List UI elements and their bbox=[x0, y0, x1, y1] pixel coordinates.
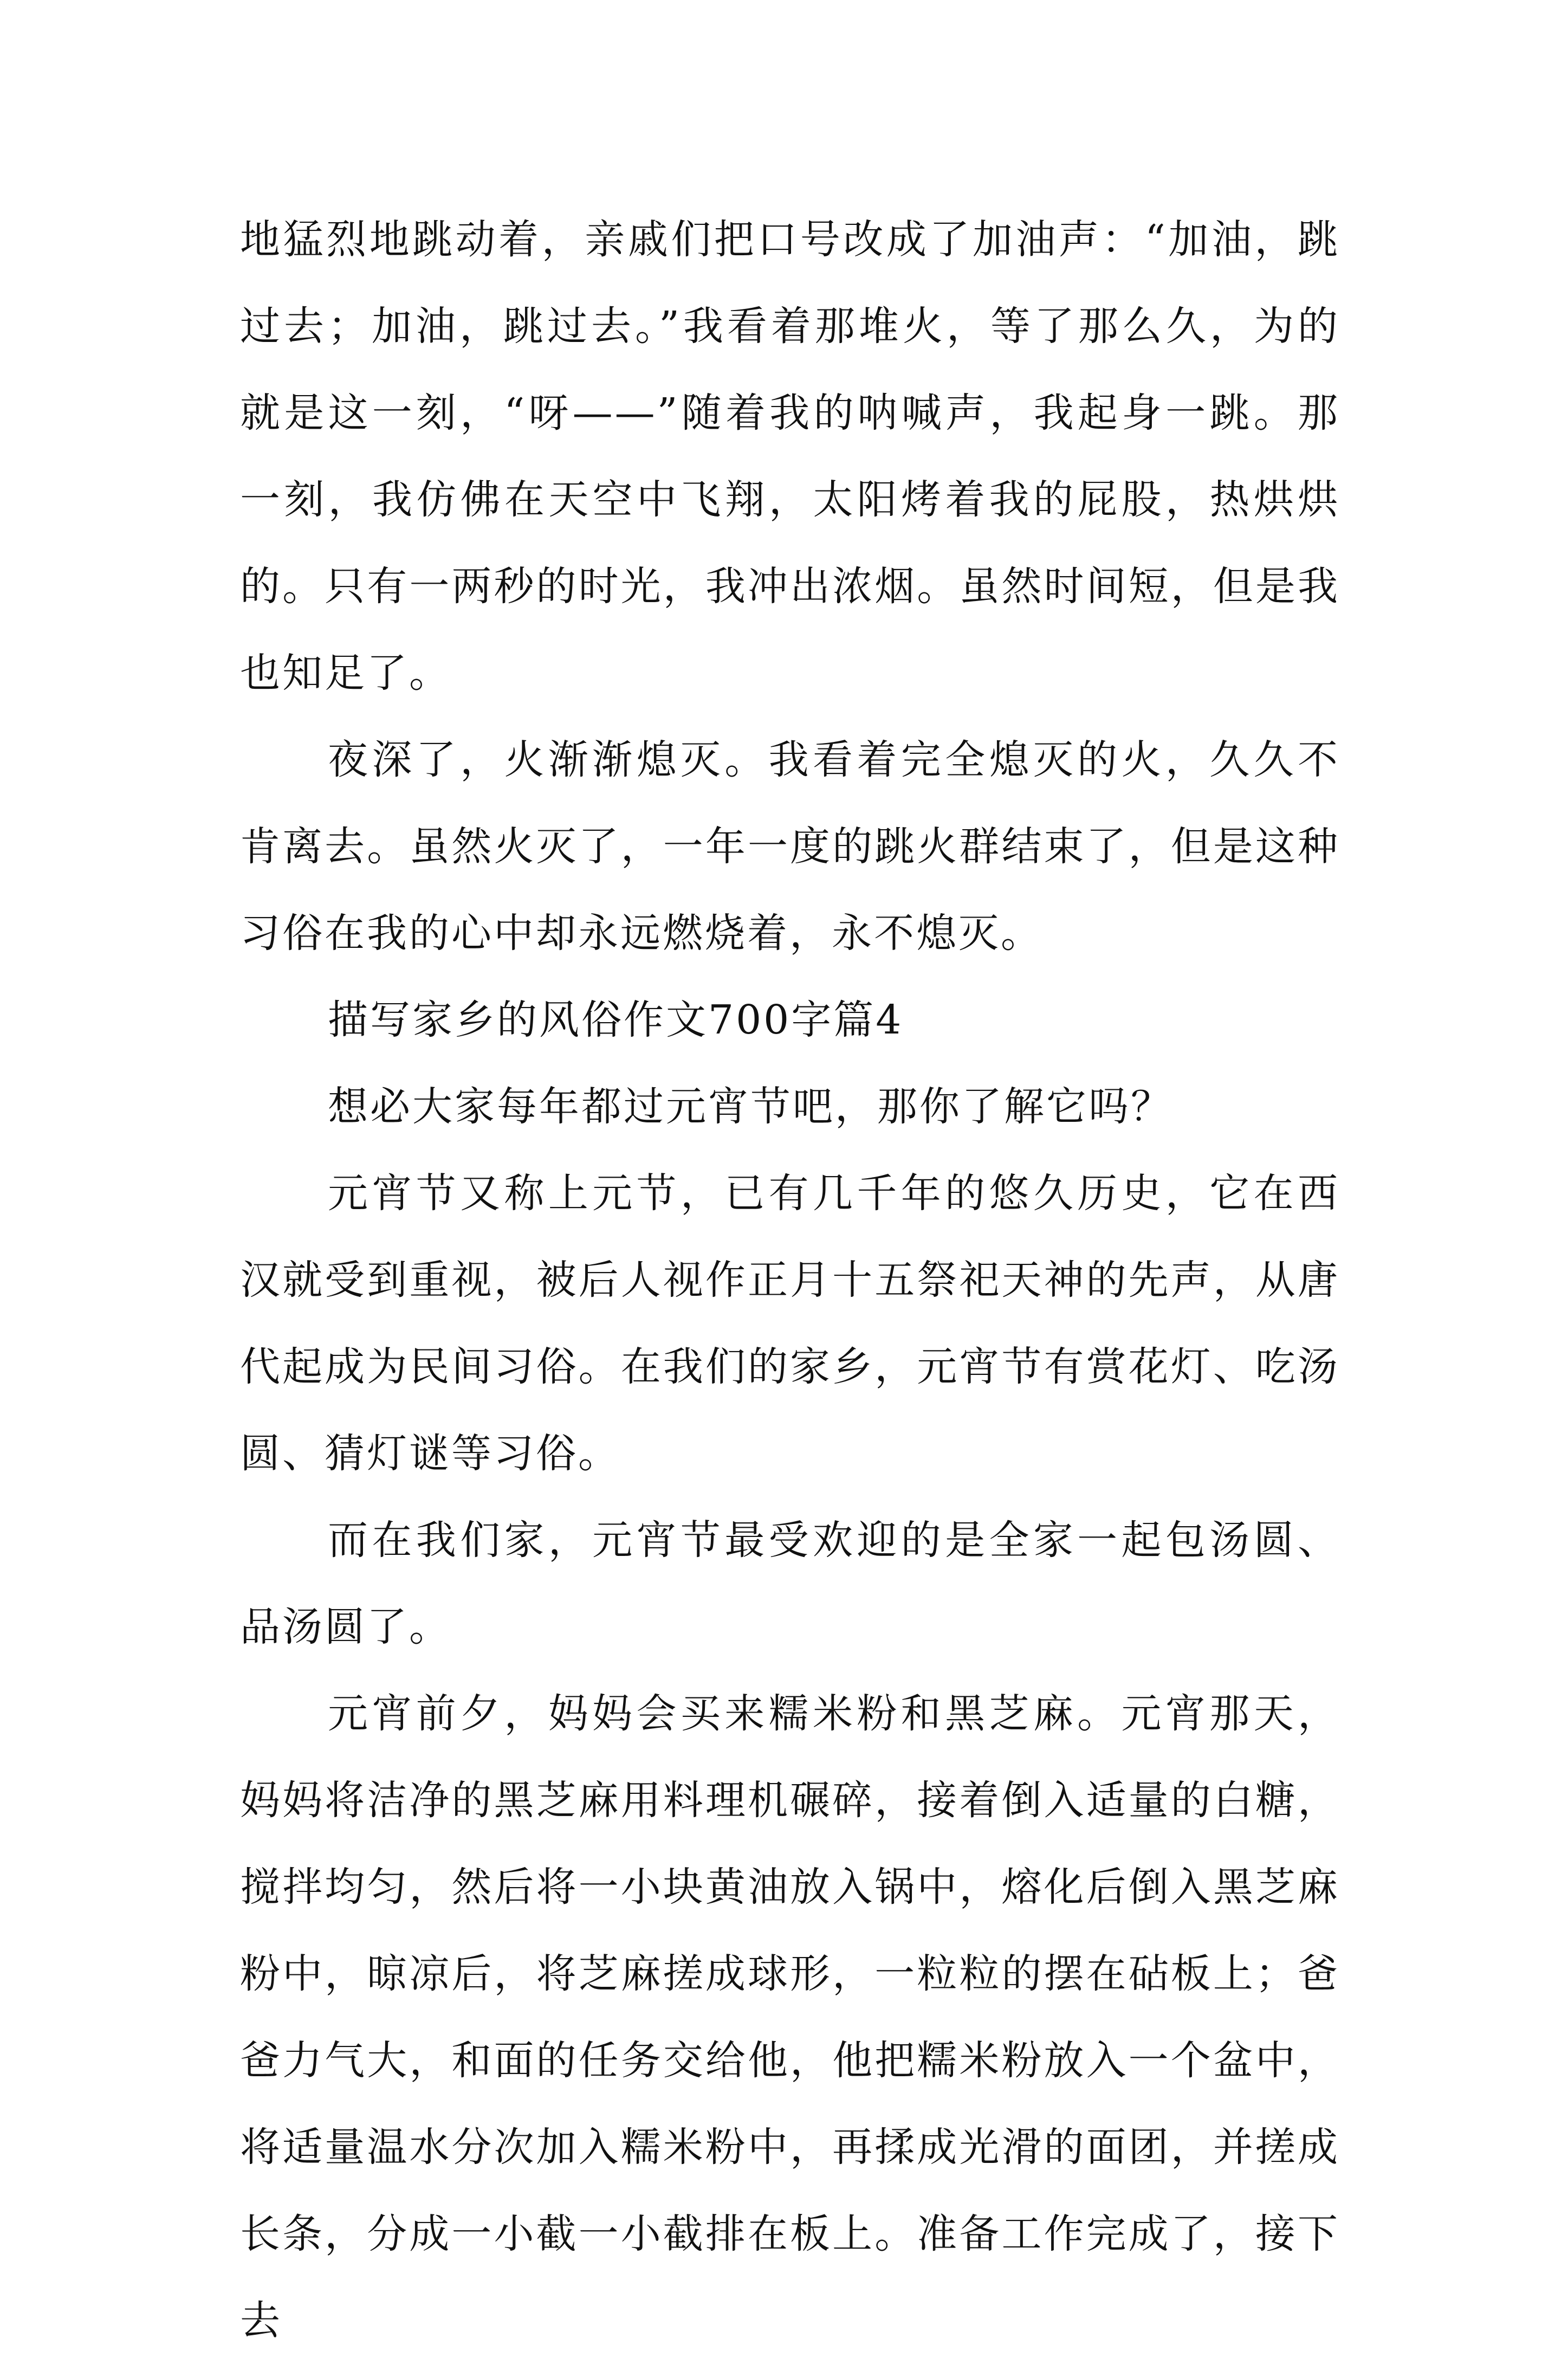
paragraph: 夜深了，火渐渐熄灭。我看着完全熄灭的火，久久不肯离去。虽然火灭了，一年一度的跳火群结束了，但是这种习俗在我的心中却永远燃烧着，永不熄灭。 bbox=[240, 737, 1340, 957]
paragraph: 想必大家每年都过元宵节吧，那你了解它吗？ bbox=[328, 1083, 1173, 1130]
paragraph: 元宵前夕，妈妈会买来糯米粉和黑芝麻。元宵那天，妈妈将洁净的黑芝麻用料理机碾碎，接着倒入适量的白糖，搅拌均匀，然后将一小块黄油放入锅中，熔化后倒入黑芝麻粉中，晾凉后，将芝麻搓成球形，一粒粒的摆在砧板上；爸爸力气大，和面的任务交给他，他把糯米粉放入一个盆中，将适量温水分次加入糯米粉中，再揉成光滑的面团，并搓成长条，分成一小截一小截排在板上。准备工作完成了，接下去 bbox=[240, 1690, 1340, 2344]
paragraph-continued: 地猛烈地跳动着，亲戚们把口号改成了加油声：“加油，跳过去；加油，跳过去。”我看着那堆火，等了那么久，为的就是这一刻，“呀——”随着我的呐喊声，我起身一跳。那一刻，我仿佛在天空中飞翔，太阳烤着我的屁股，热烘烘的。只有一两秒的时光，我冲出浓烟。虽然时间短，但是我也知足了。 bbox=[240, 216, 1340, 696]
section-heading: 描写家乡的风俗作文700字篇4 bbox=[328, 997, 904, 1043]
document-body bbox=[240, 196, 1340, 2364]
paragraph: 而在我们家，元宵节最受欢迎的是全家一起包汤圆、品汤圆了。 bbox=[240, 1517, 1340, 1650]
paragraph: 元宵节又称上元节，已有几千年的悠久历史，它在西汉就受到重视，被后人视作正月十五祭祀天神的先声，从唐代起成为民间习俗。在我们的家乡，元宵节有赏花灯、吃汤圆、猜灯谜等习俗。 bbox=[240, 1170, 1340, 1477]
